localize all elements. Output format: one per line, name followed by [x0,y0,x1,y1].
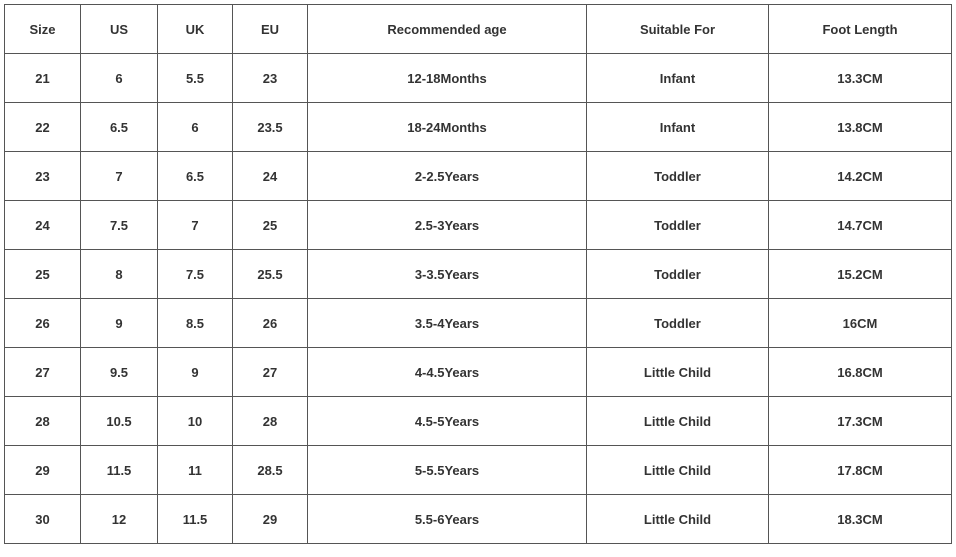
cell-us: 6 [81,54,158,103]
cell-eu: 28 [233,397,308,446]
cell-us: 7.5 [81,201,158,250]
table-row [5,446,952,495]
cell-eu: 25.5 [233,250,308,299]
cell-foot-length: 15.2CM [769,250,952,299]
header-suitable-for: Suitable For [587,5,769,54]
cell-us: 8 [81,250,158,299]
cell-size: 30 [5,495,81,544]
cell-size: 28 [5,397,81,446]
table-row [5,54,952,103]
cell-uk: 6.5 [158,152,233,201]
header-size: Size [5,5,81,54]
cell-us: 10.5 [81,397,158,446]
table-body [5,54,952,544]
cell-uk: 8.5 [158,299,233,348]
cell-foot-length: 16.8CM [769,348,952,397]
size-chart-container [4,4,952,544]
table-row [5,348,952,397]
cell-recommended-age: 3-3.5Years [308,250,587,299]
header-eu: EU [233,5,308,54]
cell-foot-length: 13.8CM [769,103,952,152]
cell-suitable-for: Little Child [587,348,769,397]
cell-suitable-for: Toddler [587,299,769,348]
header-foot-length: Foot Length [769,5,952,54]
cell-eu: 24 [233,152,308,201]
cell-foot-length: 14.2CM [769,152,952,201]
cell-suitable-for: Infant [587,103,769,152]
header-us: US [81,5,158,54]
cell-us: 12 [81,495,158,544]
cell-eu: 28.5 [233,446,308,495]
cell-foot-length: 17.8CM [769,446,952,495]
cell-uk: 7 [158,201,233,250]
cell-recommended-age: 2.5-3Years [308,201,587,250]
cell-uk: 11 [158,446,233,495]
cell-uk: 5.5 [158,54,233,103]
table-row [5,103,952,152]
cell-foot-length: 16CM [769,299,952,348]
cell-uk: 7.5 [158,250,233,299]
cell-size: 29 [5,446,81,495]
table-row [5,397,952,446]
table-row [5,299,952,348]
cell-suitable-for: Little Child [587,397,769,446]
header-uk: UK [158,5,233,54]
header-recommended-age: Recommended age [308,5,587,54]
cell-size: 23 [5,152,81,201]
header-row [5,5,952,54]
cell-size: 27 [5,348,81,397]
cell-uk: 11.5 [158,495,233,544]
cell-uk: 6 [158,103,233,152]
size-chart-table [4,4,952,544]
cell-eu: 23 [233,54,308,103]
cell-us: 9 [81,299,158,348]
cell-uk: 10 [158,397,233,446]
cell-suitable-for: Toddler [587,250,769,299]
cell-suitable-for: Toddler [587,152,769,201]
cell-eu: 25 [233,201,308,250]
cell-uk: 9 [158,348,233,397]
cell-us: 11.5 [81,446,158,495]
cell-eu: 29 [233,495,308,544]
cell-size: 26 [5,299,81,348]
cell-eu: 27 [233,348,308,397]
cell-foot-length: 13.3CM [769,54,952,103]
cell-eu: 26 [233,299,308,348]
cell-foot-length: 17.3CM [769,397,952,446]
cell-recommended-age: 12-18Months [308,54,587,103]
cell-recommended-age: 5.5-6Years [308,495,587,544]
table-row [5,152,952,201]
cell-recommended-age: 18-24Months [308,103,587,152]
cell-eu: 23.5 [233,103,308,152]
cell-foot-length: 14.7CM [769,201,952,250]
cell-us: 6.5 [81,103,158,152]
cell-size: 22 [5,103,81,152]
cell-suitable-for: Toddler [587,201,769,250]
cell-suitable-for: Little Child [587,495,769,544]
cell-us: 7 [81,152,158,201]
cell-recommended-age: 5-5.5Years [308,446,587,495]
cell-us: 9.5 [81,348,158,397]
cell-suitable-for: Infant [587,54,769,103]
table-header [5,5,952,54]
cell-size: 24 [5,201,81,250]
cell-suitable-for: Little Child [587,446,769,495]
table-row [5,250,952,299]
table-row [5,201,952,250]
cell-recommended-age: 4.5-5Years [308,397,587,446]
cell-size: 21 [5,54,81,103]
cell-size: 25 [5,250,81,299]
cell-recommended-age: 4-4.5Years [308,348,587,397]
cell-recommended-age: 3.5-4Years [308,299,587,348]
cell-foot-length: 18.3CM [769,495,952,544]
table-row [5,495,952,544]
cell-recommended-age: 2-2.5Years [308,152,587,201]
